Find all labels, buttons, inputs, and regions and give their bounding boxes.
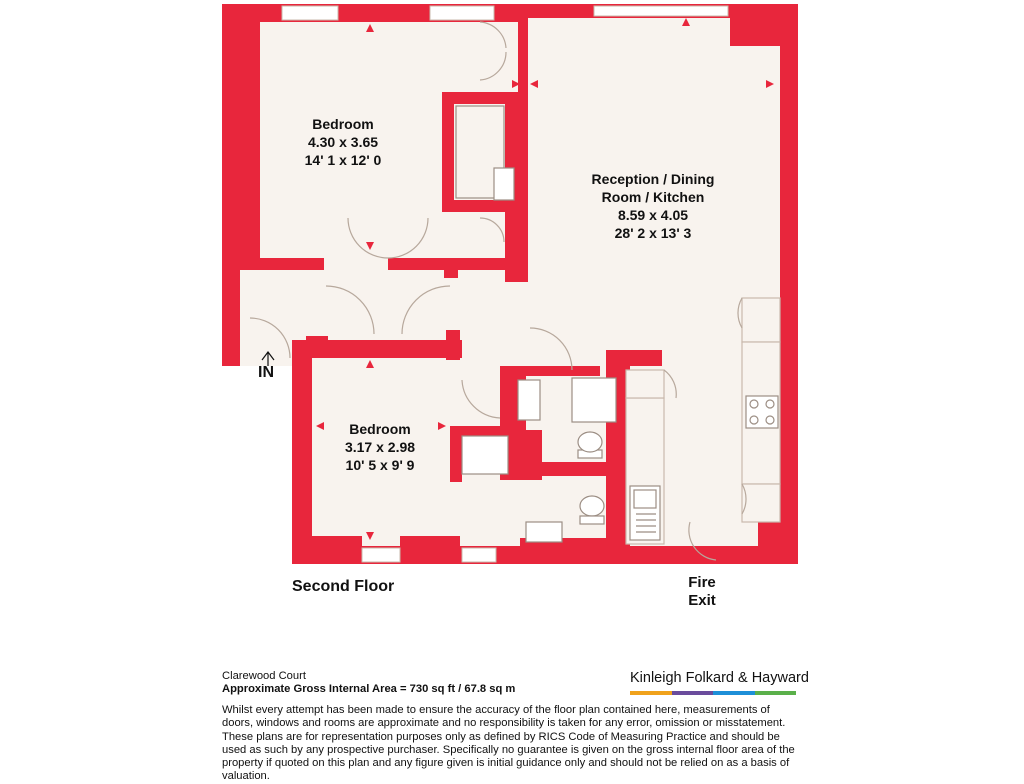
room-metric: 4.30 x 3.65 [307, 134, 379, 150]
room-name: Bedroom [349, 421, 411, 437]
fire-exit-line2: Exit [688, 592, 716, 609]
hob-icon [746, 396, 778, 428]
floor-name: Second Floor [292, 578, 395, 595]
room-name-line2: Room / Kitchen [601, 189, 705, 205]
room-label-bedroom-1 [305, 116, 382, 168]
kitchen-sink-icon [630, 486, 660, 540]
brand-bar-segment [713, 691, 755, 695]
brand-color-bar [630, 691, 796, 695]
fire-exit-label [676, 574, 728, 610]
fire-exit-line1: Fire [688, 574, 716, 591]
room-name: Bedroom [312, 116, 374, 132]
gross-area: Approximate Gross Internal Area = 730 sq ft / 67.8 sq m [222, 683, 516, 696]
brand-bar-segment [672, 691, 714, 695]
room-label-bedroom-2 [345, 421, 415, 473]
entrance-label: IN [258, 364, 274, 381]
room-imperial: 10' 5 x 9' 9 [345, 457, 415, 473]
room-metric: 8.59 x 4.05 [617, 207, 689, 223]
property-name: Clarewood Court [222, 670, 306, 682]
brand-bar-segment [755, 691, 797, 695]
room-imperial: 14' 1 x 12' 0 [304, 152, 382, 168]
brand-bar-segment [630, 691, 672, 695]
disclaimer: Whilst every attempt has been made to ensure the accuracy of the floor plan contained here, measurements of doors, windows and rooms are approximate and no responsibility is taken for any error, omission or misstatement. These plans are for representation purposes only as defined by RICS Code of Measuring Practice and should be used as such by any prospective purchaser. Specifically no guarantee is given on the gross internal floor area of the property if quoted on this plan and any figure given is initial guidance only and should not be relied on as a basis of valuation. [222, 704, 795, 783]
room-metric: 3.17 x 2.98 [344, 439, 416, 455]
room-imperial: 28' 2 x 13' 3 [614, 225, 692, 241]
room-name: Reception / Dining [591, 171, 715, 187]
brand-logo: Kinleigh Folkard & Hayward [630, 670, 809, 686]
